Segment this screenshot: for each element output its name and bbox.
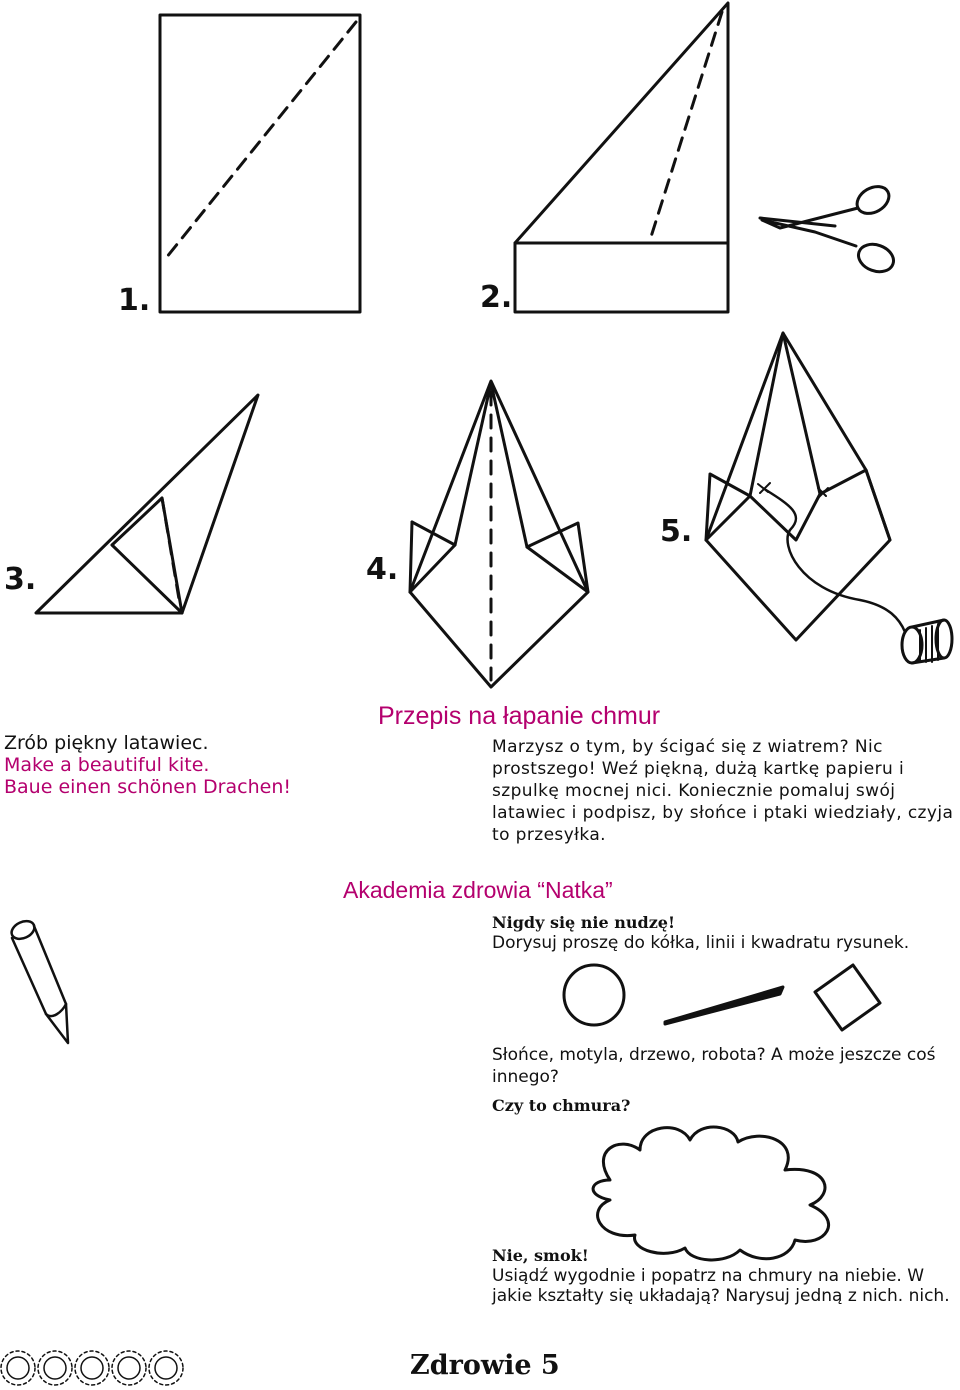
sun-ornament-icon <box>75 1351 109 1385</box>
caption-german: Baue einen schönen Drachen! <box>4 776 291 798</box>
sidebar-captions <box>4 732 291 798</box>
step3-triangle-drawing <box>36 395 258 613</box>
activity-square <box>815 965 880 1030</box>
section1-title: Przepis na łapanie chmur <box>378 702 661 730</box>
caption-english: Make a beautiful kite. <box>4 754 210 776</box>
sun-ornament-icon <box>112 1351 146 1385</box>
page-footer: Zdrowie 5 <box>410 1350 560 1381</box>
sun-ornament-icon <box>38 1351 72 1385</box>
step-number-1: 1. <box>118 283 151 318</box>
section2-instruction: Dorysuj proszę do kółka, linii i kwadratu rysunek. <box>492 933 910 953</box>
step4-kite-drawing <box>410 381 588 687</box>
pencil-icon <box>9 918 68 1043</box>
sun-ornament-icon <box>149 1351 183 1385</box>
step2-folded-paper-drawing <box>515 3 728 312</box>
section1-body: Marzysz o tym, by ścigać się z wiatrem? Nic prostszego! Weź piękną, dużą kartkę papieru i szpulkę mocnej nici. Koniecznie pomaluj swój latawiec i podpisz, by słońce i ptaki wiedziały, czyja to przesyłka. <box>492 737 954 845</box>
step-number-3: 3. <box>4 562 37 597</box>
activity-shapes <box>564 965 880 1030</box>
section2-heading-bored: Nigdy się nie nudzę! <box>492 913 675 932</box>
step1-paper-drawing <box>160 15 360 312</box>
section2-title: Akademia zdrowia “Natka” <box>343 877 613 903</box>
section2-heading-cloud: Czy to chmura? <box>492 1096 631 1115</box>
step-number-4: 4. <box>366 552 399 587</box>
thread-spool-icon <box>902 620 952 663</box>
section2-heading-dragon: Nie, smok! <box>492 1246 589 1265</box>
step5-finished-kite-drawing <box>706 333 905 640</box>
step-number-2: 2. <box>480 280 513 315</box>
activity-line <box>665 987 783 1024</box>
sun-ornament-row <box>1 1351 183 1385</box>
scissors-icon <box>760 181 897 276</box>
caption-polish: Zrób piękny latawiec. <box>4 732 209 754</box>
step-number-5: 5. <box>660 514 693 549</box>
cloud-drawing <box>593 1127 828 1260</box>
section2-cloud-instruction: Usiądź wygodnie i popatrz na chmury na niebie. W jakie kształty się układają? Narysuj jedną z nich. nich. <box>492 1266 950 1306</box>
section2-suggestions: Słońce, motyla, drzewo, robota? A może jeszcze coś innego? <box>492 1045 936 1087</box>
sun-ornament-icon <box>1 1351 35 1385</box>
activity-circle <box>564 965 624 1025</box>
